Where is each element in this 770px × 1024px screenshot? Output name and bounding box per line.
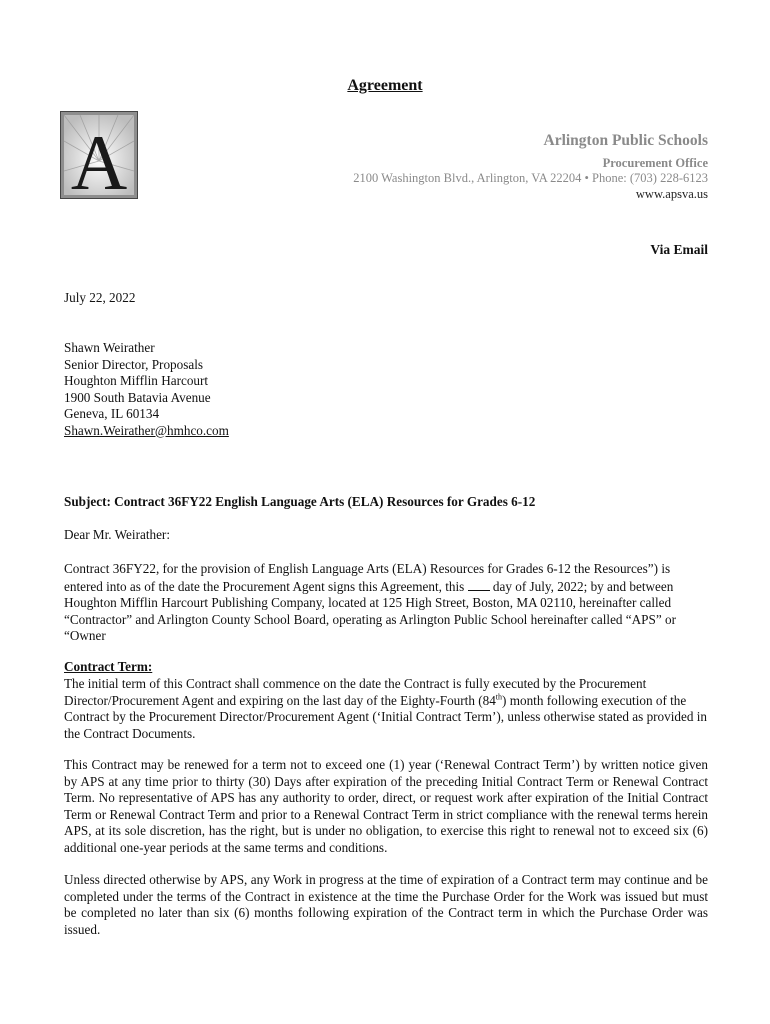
office-address: 2100 Washington Blvd., Arlington, VA 22204 • Phone: (703) 228-6123 [353,171,708,185]
contract-term-paragraph-3: Unless directed otherwise by APS, any Work in progress at the time of expiration of a Contract term may continue and be completed under the terms of the Contract in existence at the time the Purchase Order for the Work was issued but must be completed no later than six (6) months following expiration of the Contract term in which the Purchase Order was issued. [64,872,708,937]
letterhead [353,130,708,203]
delivery-method: Via Email [650,242,708,257]
letter-date: July 22, 2022 [64,290,136,305]
contract-term-paragraph-2: This Contract may be renewed for a term not to exceed one (1) year (‘Renewal Contract Term’) by written notice given by APS at any time prior to thirty (30) Days after expiration of the preceding Initial Contract Term or Renewal Contract Term. No representative of APS has any authority to order, direct, or request work after expiration of the Initial Contract Term or Renewal Contract Term and prior to a Renewal Contract Term in strict compliance with the renewal terms herein APS, at its sole discretion, has the right, but is under no obligation, to exercise this right to renewal not to exceed six (6) additional one-year periods at the same terms and conditions. [64,757,708,855]
greeting: Dear Mr. Weirather: [64,527,170,542]
subject-line: Subject: Contract 36FY22 English Language Arts (ELA) Resources for Grades 6-12 [64,494,536,509]
document-title: Agreement [347,77,423,94]
office-name: Procurement Office [602,156,708,170]
term-p1-superscript: th [495,692,503,702]
recipient-city: Geneva, IL 60134 [64,406,160,421]
recipient-street: 1900 South Batavia Avenue [64,389,211,405]
recipient-name: Shawn Weirather [64,340,155,355]
intro-text-2: day of July, 2022; by and between Houghton Mifflin Harcourt Publishing Company, located at 125 High Street, Boston, MA 02110, hereinafter called “Contractor” and Arlington County School Board, operating as Arlington Public School hereinafter called “APS” or “Owner [64,578,676,643]
recipient-title: Senior Director, Proposals [64,356,204,372]
term-p1-text-2: ) month following execution of the Contract by the Procurement Director/Procurement Agent (‘Initial Contract Term’), unless otherwise stated as provided in the Contract Documents. [64,692,708,741]
intro-text-1: Contract 36FY22, for the provision of English Language Arts (ELA) Resources for Grades 6-12 the Resources”) is entered into as of the date the Procurement Agent signs this Agreement, this [64,561,671,594]
recipient-address [64,340,708,439]
organization-name: Arlington Public Schools [543,132,708,149]
website-link[interactable]: www.apsva.us [635,187,708,201]
day-blank [468,578,490,591]
recipient-company: Houghton Mifflin Harcourt [64,373,209,388]
contract-term-paragraph-1 [64,676,708,742]
recipient-email-link[interactable]: Shawn.Weirather@hmhco.com [64,422,229,438]
term-p1-text-1: The initial term of this Contract shall commence on the date the Contract is fully executed by the Procurement Director/Procurement Agent and expiring on the last day of the Eighty-Fourth (84 [64,676,647,708]
intro-paragraph [64,561,708,645]
svg-text:A: A [70,119,128,199]
contract-term-heading: Contract Term: [64,659,153,674]
aps-logo [60,111,138,199]
